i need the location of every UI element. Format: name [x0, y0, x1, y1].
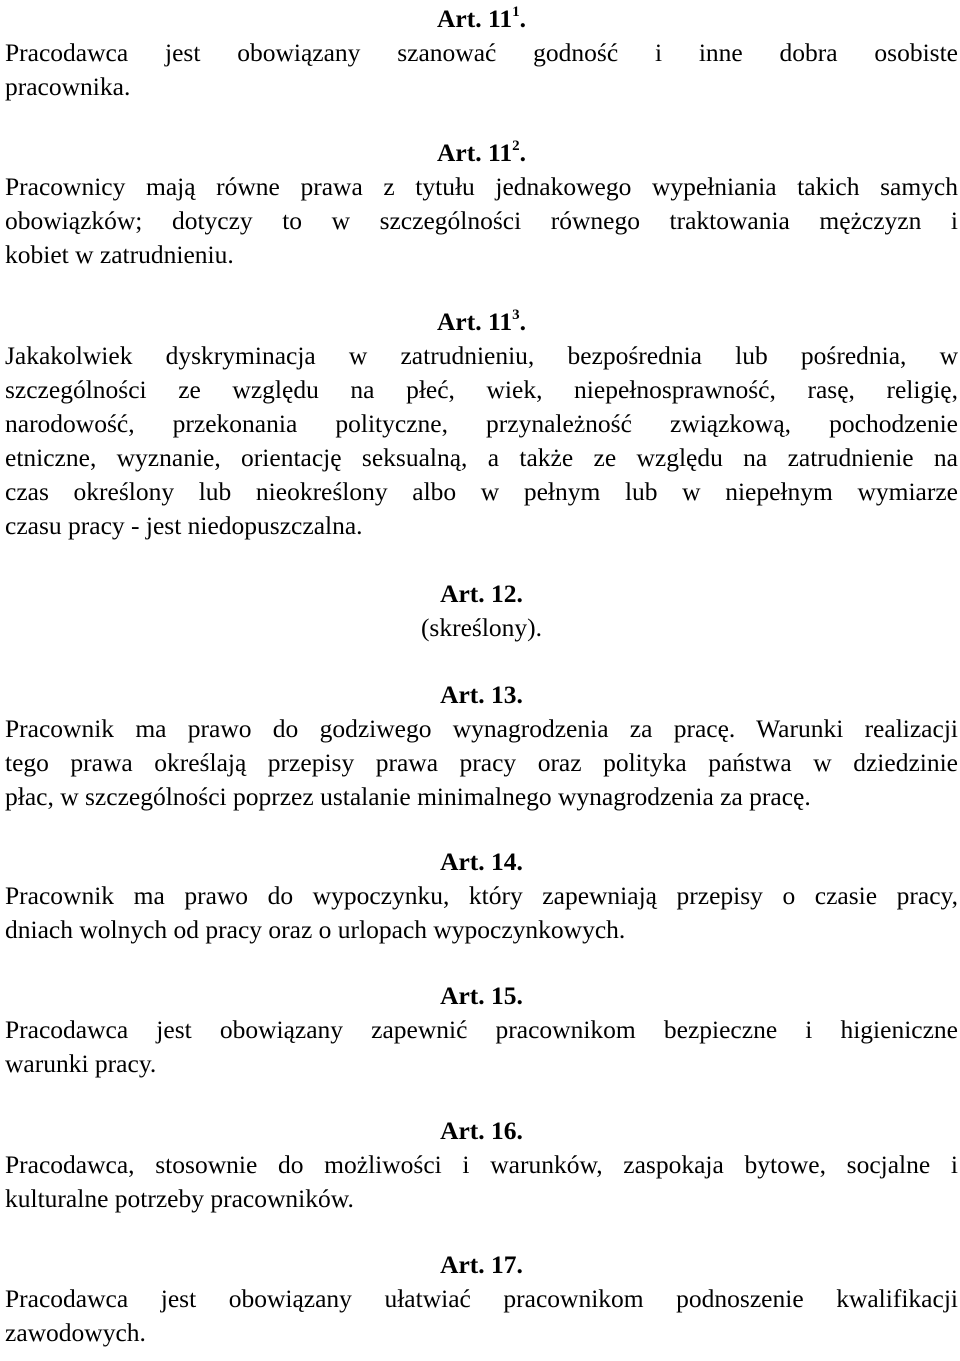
article-block — [5, 845, 958, 947]
article-body — [5, 879, 958, 947]
article-body-line: dniach wolnych od pracy oraz o urlopach wypoczynkowych. — [5, 915, 626, 944]
article-status-text: (skreślony). — [420, 613, 543, 642]
article-block — [5, 305, 958, 543]
article-body-line: narodowość, przekonania polityczne, przynależność związkową, pochodzenie — [5, 409, 958, 438]
article-heading-text: Art. 11 — [437, 4, 513, 33]
article-block — [5, 979, 958, 1081]
article-body-line: pracownika. — [5, 72, 131, 101]
article-body-line: szczególności ze względu na płeć, wiek, niepełnosprawność, rasę, religię, — [5, 375, 958, 404]
article-body — [5, 712, 958, 814]
article-heading-text: Art. 16. — [440, 1116, 523, 1145]
article-heading — [5, 1114, 958, 1148]
article-heading-text: Art. 11 — [437, 307, 513, 336]
article-heading-text: Art. 17. — [440, 1250, 523, 1279]
article-body-line: Pracownik ma prawo do wypoczynku, który zapewniają przepisy o czasie pracy, — [5, 881, 958, 910]
article-body-line: tego prawa określają przepisy prawa pracy oraz polityka państwa w dziedzinie — [5, 748, 958, 777]
article-heading-text: Art. 13. — [440, 680, 523, 709]
article-heading-suffix: . — [519, 138, 526, 167]
article-heading-suffix: . — [519, 307, 526, 336]
article-heading — [5, 577, 958, 611]
article-heading-text: Art. 11 — [437, 138, 513, 167]
article-body-line: czas określony lub nieokreślony albo w pełnym lub w niepełnym wymiarze — [5, 477, 958, 506]
article-body-line: Pracodawca, stosownie do możliwości i warunków, zaspokaja bytowe, socjalne i — [5, 1150, 958, 1179]
article-heading-text: Art. 14. — [440, 847, 523, 876]
article-body — [5, 1148, 958, 1216]
article-heading-superscript: 3 — [512, 306, 520, 323]
article-block — [5, 2, 958, 104]
article-body-line: Pracownik ma prawo do godziwego wynagrodzenia za pracę. Warunki realizacji — [5, 714, 958, 743]
article-body — [5, 1282, 958, 1350]
article-heading-text: Art. 12. — [440, 579, 523, 608]
article-body-line: czasu pracy - jest niedopuszczalna. — [5, 511, 363, 540]
article-body-line: płac, w szczególności poprzez ustalanie minimalnego wynagrodzenia za pracę. — [5, 782, 811, 811]
article-body — [5, 36, 958, 104]
article-heading — [5, 845, 958, 879]
article-body-line: warunki pracy. — [5, 1049, 157, 1078]
article-body-line: kobiet w zatrudnieniu. — [5, 240, 234, 269]
article-block — [5, 577, 958, 645]
article-body-line: obowiązków; dotyczy to w szczególności równego traktowania mężczyzn i — [5, 206, 958, 235]
article-block — [5, 1114, 958, 1216]
article-body — [5, 339, 958, 543]
article-heading — [5, 979, 958, 1013]
article-body-line: etniczne, wyznanie, orientację seksualną, a także ze względu na zatrudnienie na — [5, 443, 958, 472]
article-body-line: Pracownicy mają równe prawa z tytułu jednakowego wypełniania takich samych — [5, 172, 958, 201]
article-heading-suffix: . — [519, 4, 526, 33]
article-block — [5, 136, 958, 272]
article-heading — [5, 2, 958, 36]
article-heading — [5, 136, 958, 170]
article-heading — [5, 305, 958, 339]
article-block — [5, 678, 958, 814]
article-body — [5, 1013, 958, 1081]
article-body — [5, 170, 958, 272]
article-body-line: Jakakolwiek dyskryminacja w zatrudnieniu, bezpośrednia lub pośrednia, w — [5, 341, 958, 370]
article-body-line: Pracodawca jest obowiązany zapewnić pracownikom bezpieczne i higieniczne — [5, 1015, 958, 1044]
article-body-line: zawodowych. — [5, 1318, 146, 1347]
article-block — [5, 1248, 958, 1350]
article-heading — [5, 678, 958, 712]
article-heading-text: Art. 15. — [440, 981, 523, 1010]
article-body-line: Pracodawca jest obowiązany szanować godność i inne dobra osobiste — [5, 38, 958, 67]
article-heading-superscript: 2 — [512, 137, 520, 154]
article-body-line: Pracodawca jest obowiązany ułatwiać pracownikom podnoszenie kwalifikacji — [5, 1284, 958, 1313]
article-heading — [5, 1248, 958, 1282]
article-body-line: kulturalne potrzeby pracowników. — [5, 1184, 354, 1213]
article-heading-superscript: 1 — [512, 3, 520, 20]
